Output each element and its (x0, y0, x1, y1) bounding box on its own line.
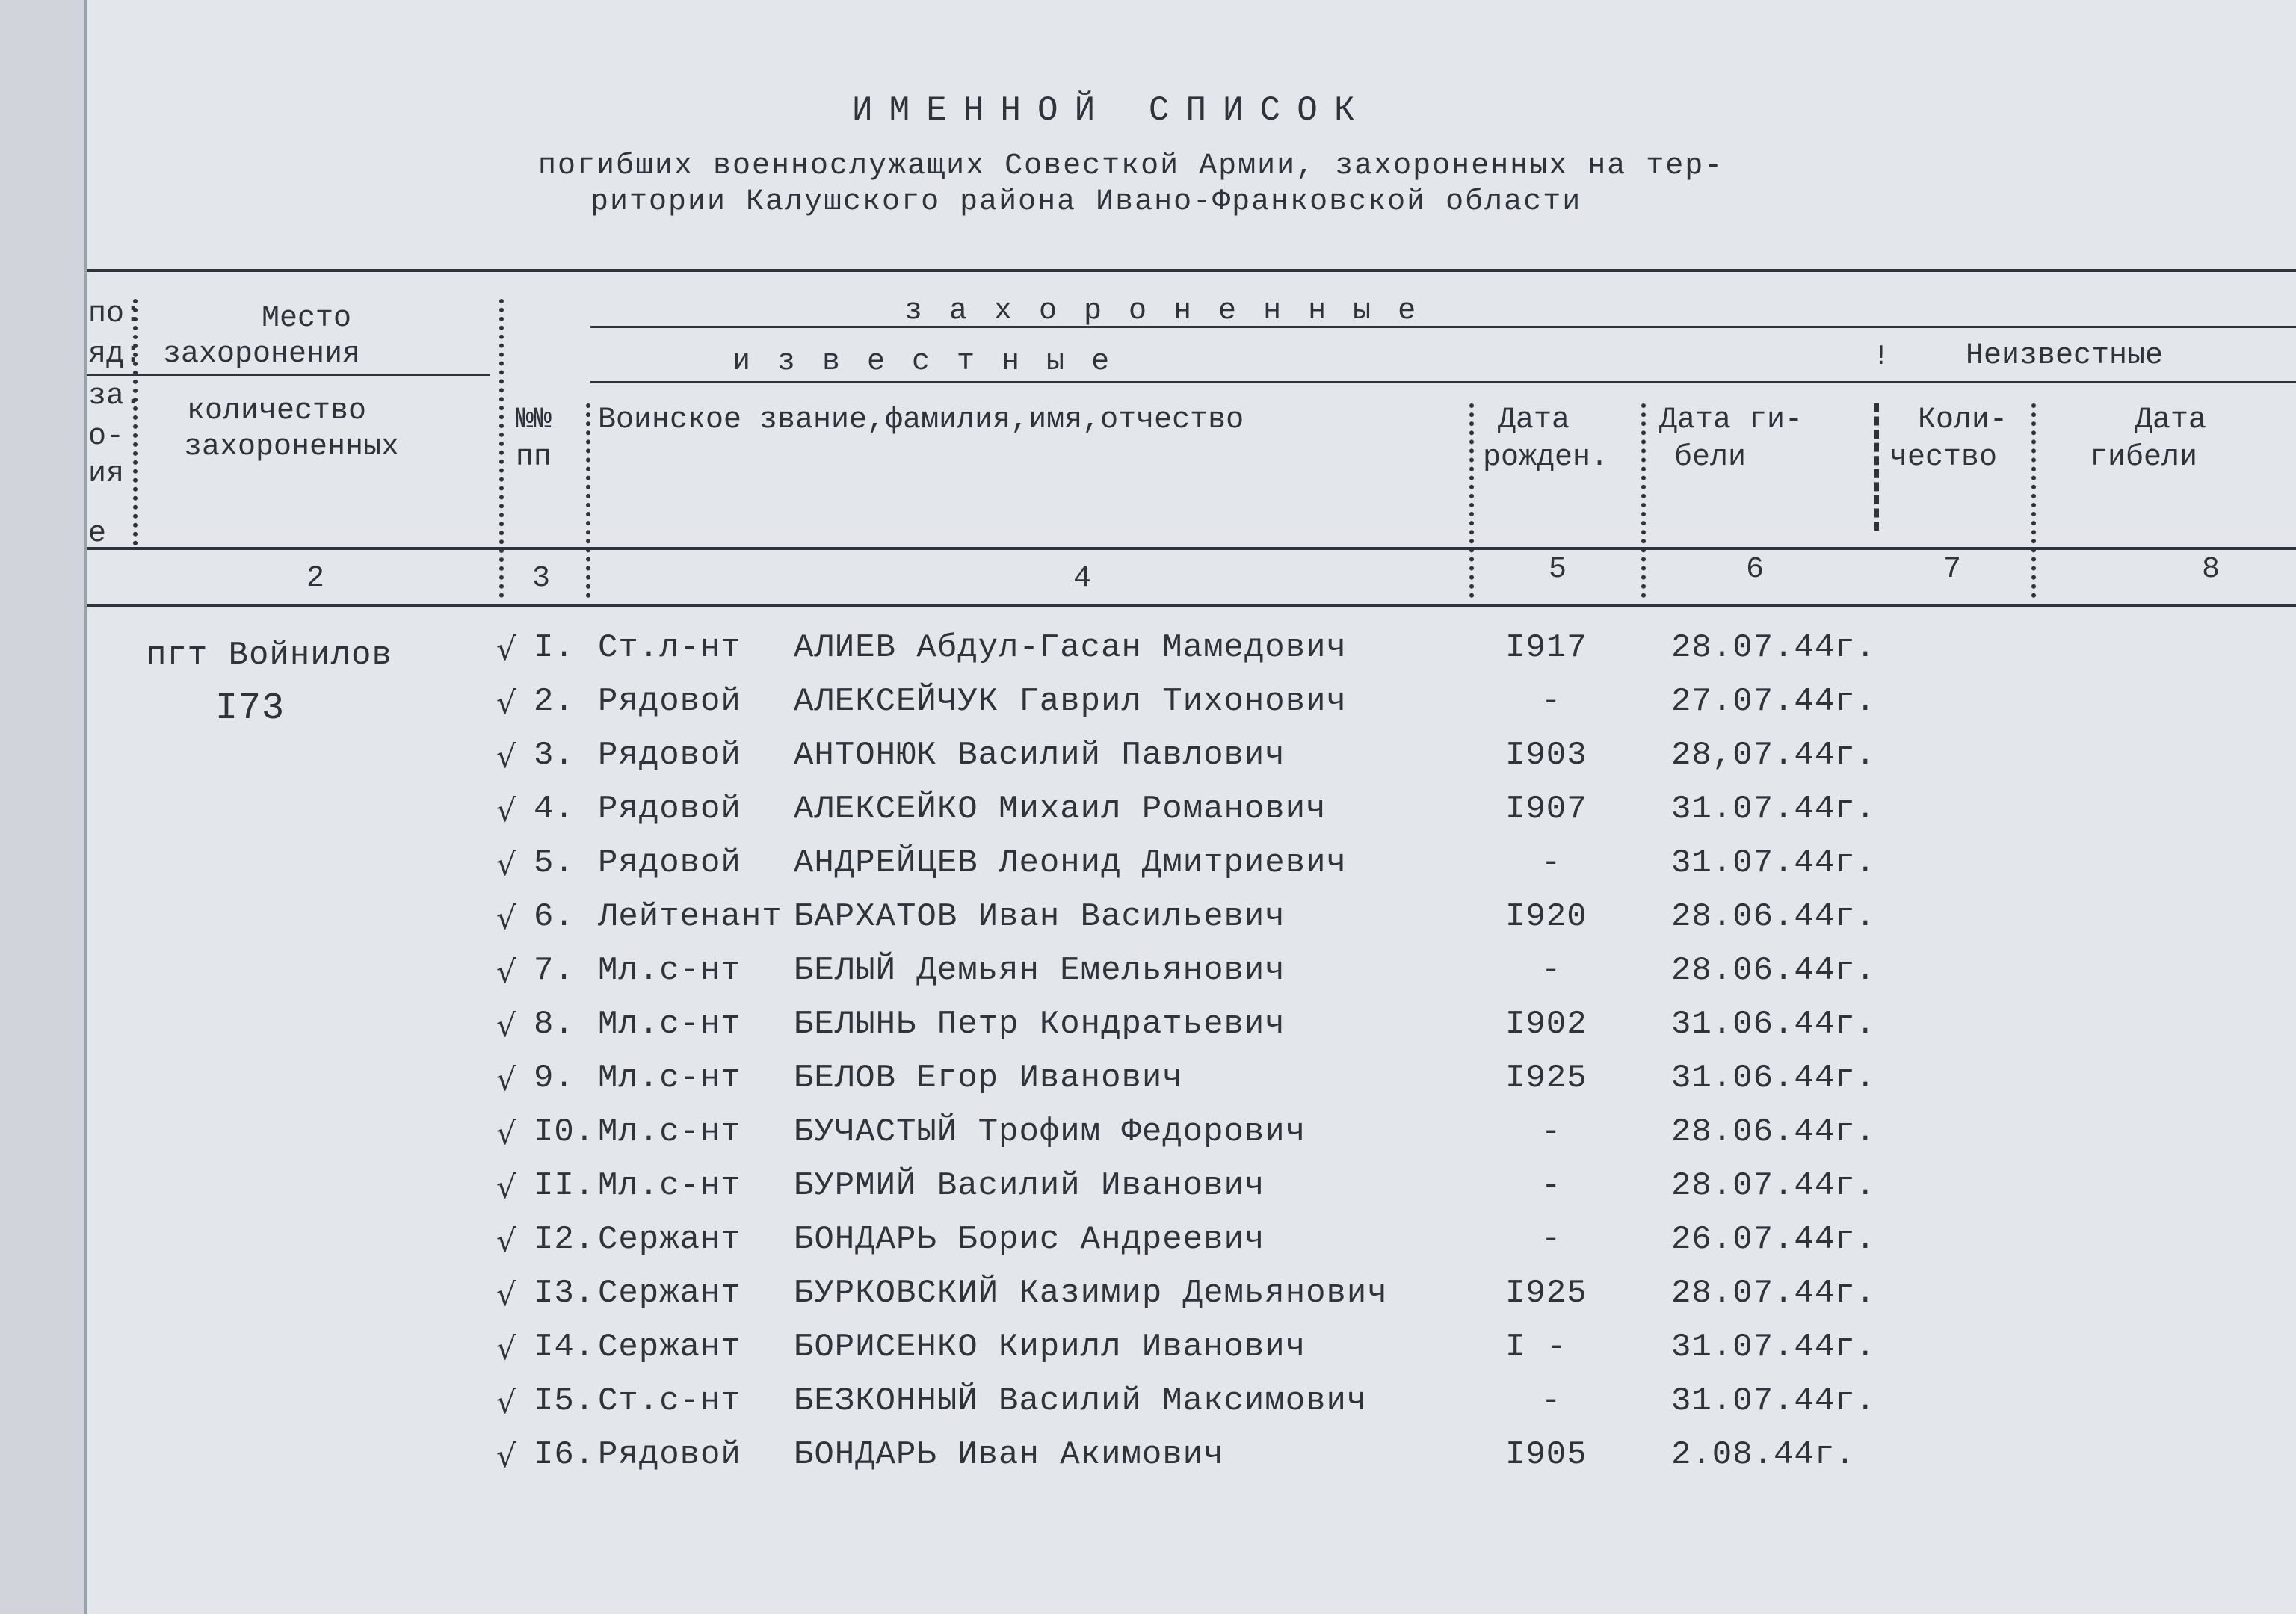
row-death-date: 31.06.44г. (1671, 1006, 1877, 1043)
header-data-gib2-2: гибели (2090, 441, 2198, 474)
checkmark-icon: √ (496, 738, 516, 775)
checkmark-icon: √ (496, 1169, 516, 1205)
row-full-name: АНТОНЮК Василий Павлович (794, 737, 1286, 774)
checkmark-icon: √ (496, 631, 516, 667)
row-number: 8. (534, 1006, 575, 1043)
header-zahoronennyh: захороненных (184, 430, 400, 464)
checkmark-icon: √ (496, 1384, 516, 1420)
row-death-date: 28.07.44г. (1671, 1275, 1877, 1312)
checkmark-icon: √ (496, 900, 516, 936)
header-rule-numbers (87, 604, 2296, 607)
header-col1-line3: за. (88, 380, 143, 413)
header-rule-izvestnye (590, 381, 2296, 383)
header-izvestnye: и з в е с т н ы е (732, 345, 1114, 379)
row-death-date: 28.06.44г. (1671, 898, 1877, 936)
row-death-date: 28,07.44г. (1671, 737, 1877, 774)
row-death-date: 28.06.44г. (1671, 1113, 1877, 1151)
row-full-name: БОРИСЕНКО Кирилл Иванович (794, 1329, 1306, 1366)
row-number: I0. (534, 1113, 596, 1151)
row-rank: Рядовой (598, 844, 741, 882)
row-birth-year: - (1541, 1167, 1562, 1205)
row-rank: Мл.с-нт (598, 1113, 741, 1151)
row-full-name: АНДРЕЙЦЕВ Леонид Дмитриевич (794, 844, 1347, 882)
row-rank: Сержант (598, 1221, 741, 1258)
row-rank: Рядовой (598, 737, 741, 774)
header-separator-4 (1469, 404, 1484, 598)
row-death-date: 2.08.44г. (1671, 1436, 1856, 1474)
header-mesto: Место (262, 302, 352, 336)
colnum-6: 6 (1746, 553, 1765, 587)
row-death-date: 26.07.44г. (1671, 1221, 1877, 1258)
row-number: 7. (534, 952, 575, 989)
header-kolichestvo: количество (187, 395, 367, 428)
row-rank: Рядовой (598, 1436, 741, 1474)
row-rank: Лейтенант (598, 898, 783, 936)
header-zahoroneniya: захоронения (163, 338, 361, 371)
row-birth-year: - (1541, 952, 1562, 989)
row-birth-year: I920 (1505, 898, 1587, 936)
row-full-name: БЕЛЫЙ Демьян Емельянович (794, 952, 1286, 989)
header-zahoronennye: з а х о р о н е н н ы е (904, 294, 1421, 328)
colnum-2: 2 (306, 562, 325, 596)
row-rank: Мл.с-нт (598, 952, 741, 989)
row-full-name: БОНДАРЬ Борис Андреевич (794, 1221, 1265, 1258)
header-separator-2 (499, 299, 514, 598)
row-rank: Рядовой (598, 791, 741, 828)
row-number: I5. (534, 1382, 596, 1420)
row-birth-year: - (1541, 1113, 1562, 1151)
row-death-date: 28.07.44г. (1671, 629, 1877, 667)
row-number: 3. (534, 737, 575, 774)
row-number: 5. (534, 844, 575, 882)
row-death-date: 31.07.44г. (1671, 844, 1877, 882)
header-neizvestnye: Неизвестные (1966, 339, 2164, 373)
checkmark-icon: √ (496, 1276, 516, 1313)
header-rule-bottom (87, 547, 2296, 550)
checkmark-icon: √ (496, 1061, 516, 1098)
header-data-rozhd-2: рожден. (1483, 441, 1609, 474)
row-birth-year: I903 (1505, 737, 1587, 774)
header-data-gib-2: бели (1674, 441, 1747, 474)
row-number: 4. (534, 791, 575, 828)
row-rank: Сержант (598, 1275, 741, 1312)
row-number: I. (534, 629, 575, 667)
colnum-5: 5 (1549, 553, 1567, 587)
header-separator-7 (2031, 404, 2046, 598)
row-birth-year: I917 (1505, 629, 1587, 667)
row-birth-year: I925 (1505, 1060, 1587, 1097)
header-col1-line1: по: (88, 297, 143, 331)
row-full-name: АЛЕКСЕЙЧУК Гаврил Тихонович (794, 683, 1347, 720)
header-excl-mark: ! (1876, 341, 1886, 371)
header-kol-neizv-2: чество (1889, 441, 1998, 474)
header-separator-5 (1641, 404, 1656, 598)
row-full-name: БУРКОВСКИЙ Казимир Демьянович (794, 1275, 1388, 1312)
burial-place: пгт Войнилов (146, 637, 392, 674)
header-separator-6 (1874, 404, 1889, 531)
row-birth-year: - (1541, 1382, 1562, 1420)
header-kol-neizv-1: Коли- (1918, 404, 2008, 437)
row-rank: Рядовой (598, 683, 741, 720)
colnum-8: 8 (2202, 553, 2221, 587)
header-col1-line4: о- (88, 420, 125, 454)
row-rank: Ст.с-нт (598, 1382, 741, 1420)
colnum-3: 3 (532, 562, 551, 596)
row-birth-year: I905 (1505, 1436, 1587, 1474)
row-rank: Мл.с-нт (598, 1060, 741, 1097)
checkmark-icon: √ (496, 1222, 516, 1259)
row-birth-year: I - (1505, 1329, 1567, 1366)
row-birth-year: I902 (1505, 1006, 1587, 1043)
header-rule-top (87, 269, 2296, 272)
row-number: 9. (534, 1060, 575, 1097)
header-col1-line6: е (88, 517, 107, 551)
row-birth-year: I925 (1505, 1275, 1587, 1312)
row-number: II. (534, 1167, 596, 1205)
header-npp-2: пп (516, 441, 552, 474)
row-birth-year: - (1541, 844, 1562, 882)
colnum-4: 4 (1073, 562, 1092, 596)
checkmark-icon: √ (496, 792, 516, 829)
row-rank: Мл.с-нт (598, 1006, 741, 1043)
checkmark-icon: √ (496, 1115, 516, 1151)
row-full-name: БЕЛЫНЬ Петр Кондратьевич (794, 1006, 1286, 1043)
page-left-margin (0, 0, 84, 1614)
row-rank: Мл.с-нт (598, 1167, 741, 1205)
header-col1-line5: ия (88, 457, 125, 491)
header-npp-1: №№ (516, 404, 552, 437)
row-death-date: 31.06.44г. (1671, 1060, 1877, 1097)
header-separator-1 (133, 299, 148, 545)
header-data-gib2-1: Дата (2135, 404, 2207, 437)
row-full-name: АЛИЕВ Абдул-Гасан Мамедович (794, 629, 1347, 667)
row-number: 6. (534, 898, 575, 936)
row-death-date: 31.07.44г. (1671, 1382, 1877, 1420)
row-full-name: БАРХАТОВ Иван Васильевич (794, 898, 1286, 936)
row-death-date: 28.06.44г. (1671, 952, 1877, 989)
checkmark-icon: √ (496, 1007, 516, 1044)
row-death-date: 31.07.44г. (1671, 791, 1877, 828)
row-birth-year: I907 (1505, 791, 1587, 828)
header-rule-zahoronennye (590, 326, 2296, 328)
row-number: I3. (534, 1275, 596, 1312)
row-birth-year: - (1541, 1221, 1562, 1258)
header-col1-line2: яд: (88, 338, 143, 371)
row-death-date: 28.07.44г. (1671, 1167, 1877, 1205)
header-zvanie: Воинское звание,фамилия,имя,отчество (598, 404, 1244, 437)
page-fold-line (84, 0, 87, 1614)
row-rank: Ст.л-нт (598, 629, 741, 667)
checkmark-icon: √ (496, 953, 516, 990)
subtitle-line-2: ритории Калушского района Ивано-Франковской области (590, 185, 1582, 219)
colnum-7: 7 (1943, 553, 1962, 587)
checkmark-icon: √ (496, 1330, 516, 1367)
row-birth-year: - (1541, 683, 1562, 720)
subtitle-line-1: погибших военнослужащих Совесткой Армии, захороненных на тер- (538, 149, 1724, 183)
row-full-name: БЕЗКОННЫЙ Василий Максимович (794, 1382, 1368, 1420)
checkmark-icon: √ (496, 1438, 516, 1474)
row-full-name: БОНДАРЬ Иван Акимович (794, 1436, 1224, 1474)
checkmark-icon: √ (496, 846, 516, 882)
row-number: I2. (534, 1221, 596, 1258)
header-data-gib-1: Дата ги- (1659, 404, 1803, 437)
row-number: 2. (534, 683, 575, 720)
document-title: ИМЕННОЙ СПИСОК (852, 91, 1371, 130)
row-death-date: 31.07.44г. (1671, 1329, 1877, 1366)
header-data-rozhd-1: Дата (1498, 404, 1570, 437)
row-death-date: 27.07.44г. (1671, 683, 1877, 720)
row-number: I6. (534, 1436, 596, 1474)
row-rank: Сержант (598, 1329, 741, 1366)
row-number: I4. (534, 1329, 596, 1366)
row-full-name: БУЧАСТЫЙ Трофим Федорович (794, 1113, 1306, 1151)
row-full-name: АЛЕКСЕЙКО Михаил Романович (794, 791, 1327, 828)
checkmark-icon: √ (496, 684, 516, 721)
row-full-name: БЕЛОВ Егор Иванович (794, 1060, 1183, 1097)
row-full-name: БУРМИЙ Василий Иванович (794, 1167, 1265, 1205)
burial-count: I73 (215, 687, 286, 730)
